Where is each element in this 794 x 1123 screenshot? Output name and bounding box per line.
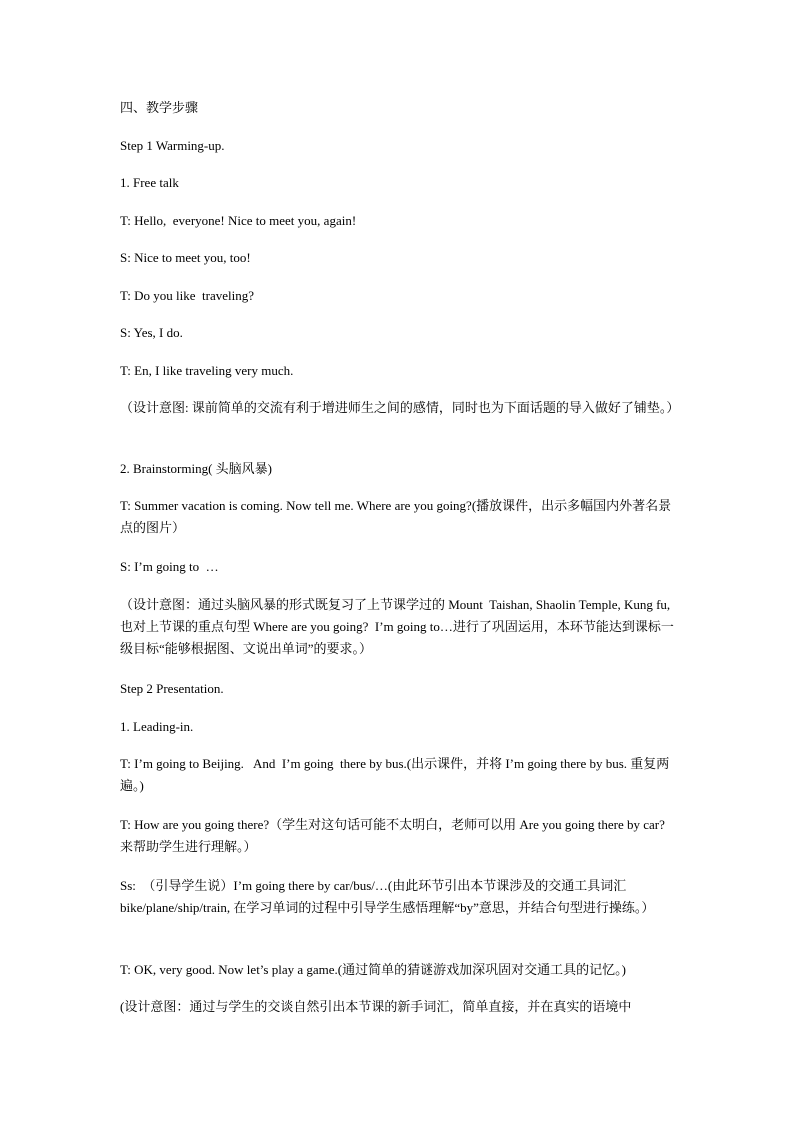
design-intent-note: (设计意图：通过与学生的交谈自然引出本节课的新手词汇，简单直接，并在真实的语境中 bbox=[120, 999, 632, 1014]
dialogue-line: S: I’m going to … bbox=[120, 559, 219, 574]
dialogue-line: T: Do you like traveling? bbox=[120, 288, 255, 303]
step-1-title: Step 1 Warming-up. bbox=[120, 138, 225, 153]
section-heading: 四、教学步骤 bbox=[120, 100, 199, 115]
free-talk-title: 1. Free talk bbox=[120, 175, 179, 190]
dialogue-line: T: Summer vacation is coming. Now tell me. Where are you going?(播放课件，出示多幅国内外著名景点的图片） bbox=[120, 498, 672, 535]
dialogue-line: T: How are you going there?（学生对这句话可能不太明白，老师可以用 Are you going there by car?来帮助学生进行理解。） bbox=[120, 817, 665, 854]
brainstorming-title: 2. Brainstorming( 头脑风暴) bbox=[120, 461, 273, 476]
dialogue-line: T: I’m going to Beijing. And I’m going there by bus.(出示课件，并将 I’m going there by bus. 重复两遍。) bbox=[120, 756, 670, 793]
design-intent-note: （设计意图：通过头脑风暴的形式既复习了上节课学过的 Mount Taishan, Shaolin Temple, Kung fu, 也对上节课的重点句型 Where are you going? I’m going to…进行了巩固运用，本环节能达到课标一级目标“能够根据图、文说出单词”的要求。） bbox=[120, 597, 674, 656]
leading-in-title: 1. Leading-in. bbox=[120, 719, 194, 734]
dialogue-line: Ss: （引导学生说）I’m going there by car/bus/…(由此环节引出本节课涉及的交通工具词汇 bike/plane/ship/train, 在学习单词的过程中引导学生感悟理解“by”意思，并结合句型进行操练。） bbox=[120, 878, 655, 915]
dialogue-line: T: OK, very good. Now let’s play a game.(通过简单的猜谜游戏加深巩固对交通工具的记忆。) bbox=[120, 962, 626, 977]
dialogue-line: S: Nice to meet you, too! bbox=[120, 250, 251, 265]
dialogue-line: T: Hello, everyone! Nice to meet you, again! bbox=[120, 213, 357, 228]
step-2-title: Step 2 Presentation. bbox=[120, 681, 224, 696]
dialogue-line: S: Yes, I do. bbox=[120, 325, 183, 340]
dialogue-line: T: En, I like traveling very much. bbox=[120, 363, 294, 378]
design-intent-note: （设计意图: 课前简单的交流有利于增进师生之间的感情，同时也为下面话题的导入做好了铺垫。） bbox=[120, 400, 680, 415]
